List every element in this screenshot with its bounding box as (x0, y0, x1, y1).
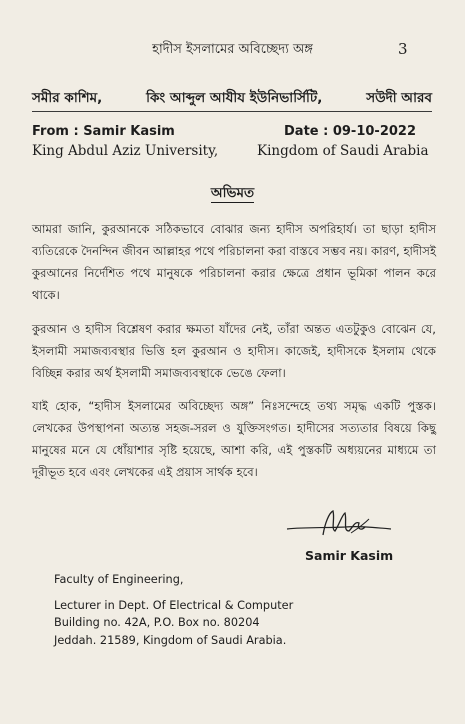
address-line: Lecturer in Dept. Of Electrical & Computer (54, 598, 294, 612)
header-rule (32, 111, 432, 112)
paragraph-3: যাই হোক, “হাদীস ইসলামের অবিচ্ছেদ্য অঙ্গ” নিঃসন্দেহে তথ্য সমৃদ্ধ একটি পুস্তক। লেখকের উপস্থাপনা অত্যন্ত সহজ-সরল ও যুক্তিসংগত। হাদীসের সত্যতার বিষয়ে কিছু মানুষের মনে যে ধোঁয়াশার সৃষ্টি হয়েছে, আশা করি, এই পুস্তকটি অধ্যয়নের মাধ্যমে তা দূরীভূত হবে এবং লেখকের এই প্রয়াস সার্থক হবে। (32, 399, 436, 479)
running-head: হাদীস ইসলামের অবিচ্ছেদ্য অঙ্গ (152, 42, 313, 57)
bengali-name: সমীর কাশিম, (32, 90, 103, 106)
from-line (32, 124, 432, 139)
bengali-country: সউদী আরব (366, 90, 432, 106)
handwritten-signature (285, 505, 395, 545)
bengali-header (32, 87, 432, 110)
university-text: King Abdul Aziz University, (32, 143, 219, 159)
affiliation-line (32, 143, 432, 159)
address-line: Jeddah. 21589, Kingdom of Saudi Arabia. (54, 633, 287, 647)
page-number: 3 (398, 40, 408, 58)
signer-name: Samir Kasim (305, 548, 394, 563)
paragraph-2: কুরআন ও হাদীস বিশ্লেষণ করার ক্ষমতা যাঁদের নেই, তাঁরা অন্তত এতটুকুও বোঝেন যে, ইসলামী সমাজব্যবস্থার ভিত্তি হল কুরআন ও হাদীস। কাজেই, হাদীসকে ইসলাম থেকে বিচ্ছিন্ন করার অর্থ ইসলামী সমাজব্যবস্থাকে ভেঙে ফেলা। (32, 322, 436, 380)
country-text: Kingdom of Saudi Arabia (257, 143, 429, 159)
address-block (54, 571, 293, 649)
address-line: Building no. 42A, P.O. Box no. 80204 (54, 616, 260, 629)
paragraph-1: আমরা জানি, কুরআনকে সঠিকভাবে বোঝার জন্য হাদীস অপরিহার্য। তা ছাড়া হাদীস ব্যতিরেকে দৈনন্দিন জীবন আল্লাহর পথে পরিচালনা করা বাস্তবে সম্ভব নয়। কারণ, হাদীসই কুরআনের নির্দেশিত পথে মানুষকে পরিচালনা করার ক্ষেত্রে প্রধান ভূমিকা পালন করে থাকে। (32, 222, 436, 302)
opinion-heading-text: অভিমত (210, 185, 255, 201)
date-text: Date : 09-10-2022 (284, 124, 416, 139)
address-line: Faculty of Engineering, (54, 573, 184, 586)
bengali-university: কিং আব্দুল আযীয ইউনিভার্সিটি, (146, 90, 323, 106)
opinion-heading (0, 182, 465, 205)
from-text: From : Samir Kasim (32, 124, 175, 139)
